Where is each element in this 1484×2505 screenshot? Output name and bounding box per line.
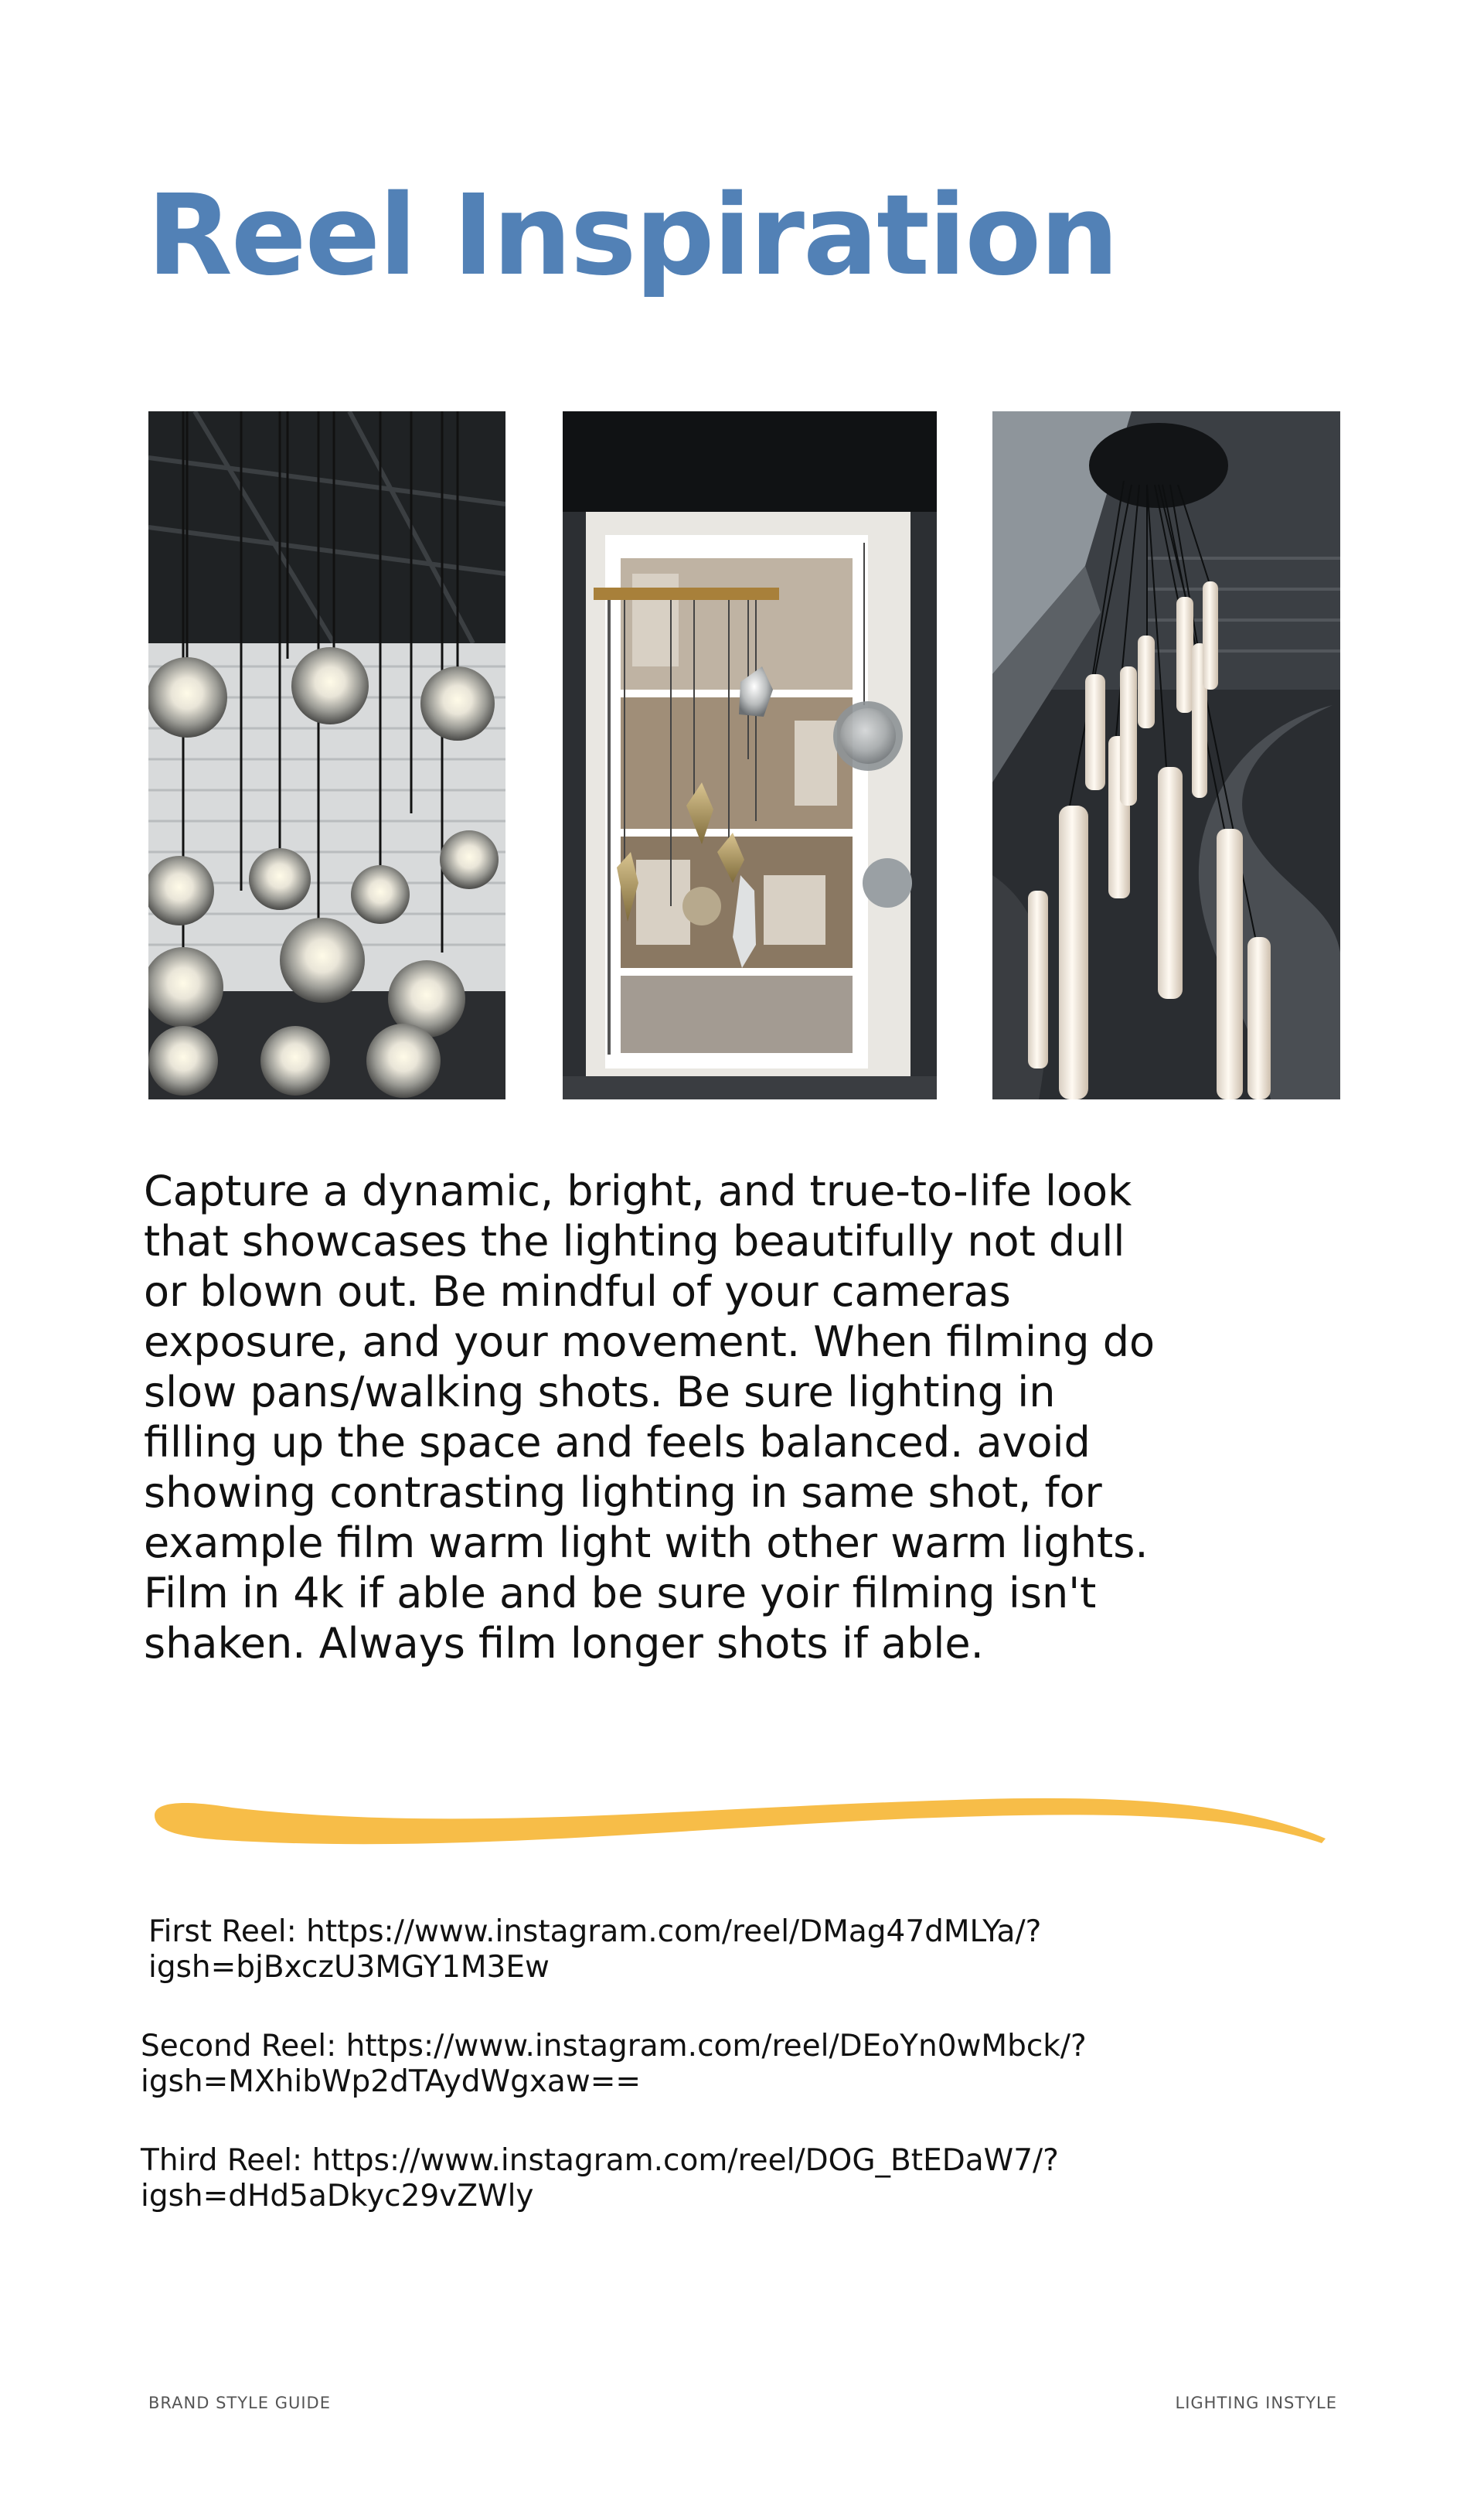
- photo-alabaster-cylinder-chandelier: [992, 411, 1340, 1099]
- second-reel-link-line2: igsh=MXhibWp2dTAydWgxaw==: [141, 2064, 642, 2099]
- footer-lighting-instyle: LIGHTING INSTYLE: [1175, 2394, 1337, 2412]
- first-reel-link-line2: igsh=bjBxczU3MGY1M3Ew: [148, 1950, 550, 1985]
- decorative-swoosh: [139, 1778, 1337, 1871]
- third-reel-link-line1: Third Reel: https://www.instagram.com/reel/DOG_BtEDaW7/?: [141, 2143, 1059, 2178]
- footer-brand-style-guide: BRAND STYLE GUIDE: [148, 2394, 331, 2412]
- filming-guidelines-text: Capture a dynamic, bright, and true-to-life look that showcases the lighting beautifully not dull or blown out. Be mindful of your cameras exposure, and your movement. When filming do slow pans/walking shots. Be sure lighting in filling up the space and feels balanced. avoid showing contrasting lighting in same shot, for example film warm light with other warm lights. Film in 4k if able and be sure yoir filming isn't shaken. Always film longer shots if able.: [144, 1167, 1156, 1668]
- page-title: Reel Inspiration: [147, 170, 1118, 300]
- first-reel-link[interactable]: [148, 1914, 1308, 1985]
- second-reel-link[interactable]: [141, 2029, 1300, 2100]
- photo-showroom-pendant-display: [563, 411, 937, 1099]
- second-reel-link-line1: Second Reel: https://www.instagram.com/reel/DEoYn0wMbck/?: [141, 2029, 1087, 2064]
- third-reel-link-line2: igsh=dHd5aDkyc29vZWly: [141, 2179, 534, 2214]
- first-reel-link-line1: First Reel: https://www.instagram.com/reel/DMag47dMLYa/?: [148, 1914, 1042, 1949]
- third-reel-link[interactable]: [141, 2143, 1300, 2214]
- photo-glass-globe-pendants: [148, 411, 505, 1099]
